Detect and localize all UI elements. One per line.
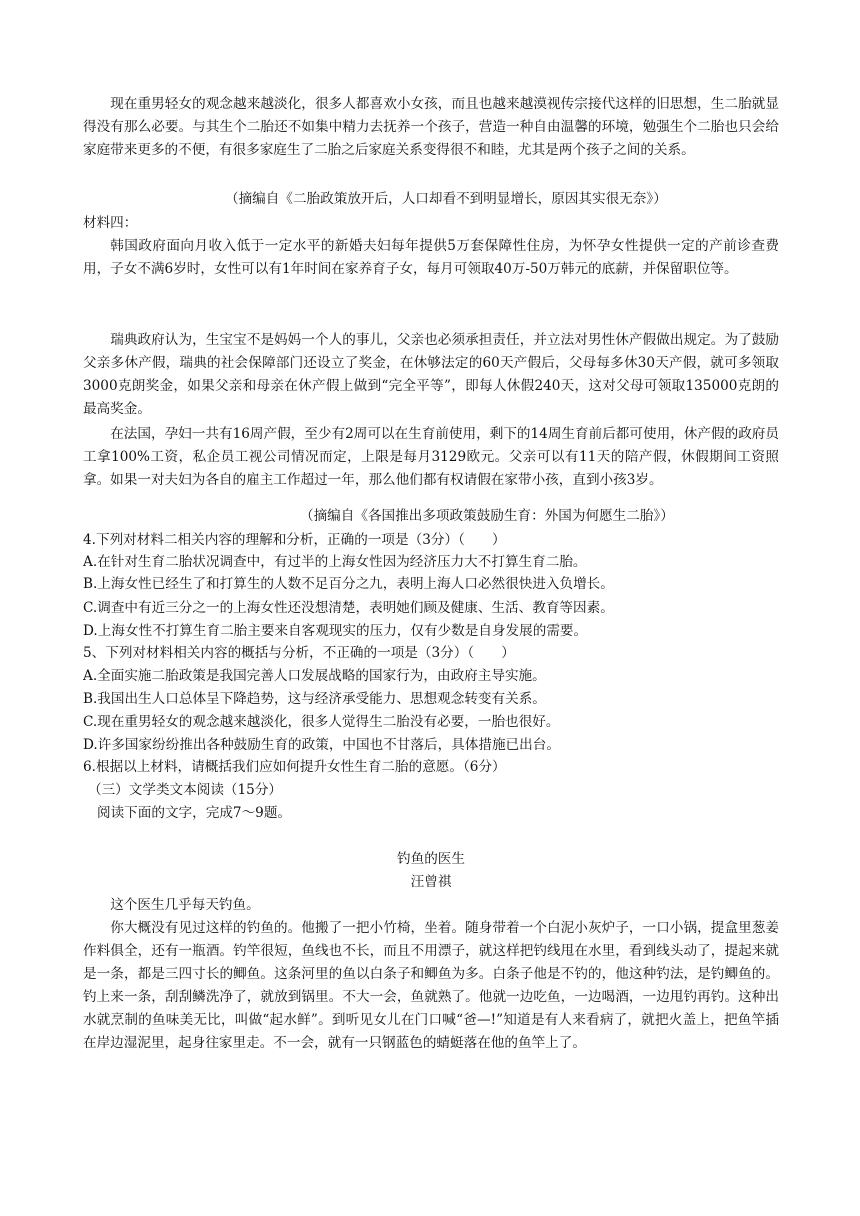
question-4-option-a: A.在针对生育二胎状况调查中，有过半的上海女性因为经济压力大不打算生育二胎。 (83, 554, 587, 570)
section-heading-literary: （三）文学类文本阅读（15分） (88, 782, 283, 798)
question-5-option-c: C.现在重男轻女的观念越来越淡化，很多人觉得生二胎没有必要，一胎也很好。 (83, 714, 560, 730)
question-4-option-d: D.上海女性不打算生育二胎主要来自客观现实的压力，仅有少数是自身发展的需要。 (83, 623, 588, 639)
source-citation-1: （摘编自《二胎政策放开后，人口却看不到明显增长，原因其实很无奈》） (225, 191, 667, 207)
question-5-option-d: D.许多国家纷纷推出各种鼓励生育的政策，中国也不甘落后，具体措施已出台。 (83, 737, 560, 753)
paragraph-korea: 韩国政府面向月收入低于一定水平的新婚夫妇每年提供5万套保障性住房，为怀孕女性提供一定的产前诊查费用，子女不满6岁时，女性可以有1年时间在家养育子女，每月可领取40万-50万韩元的底薪，并保留职位等。 (83, 238, 779, 277)
story-paragraph-2: 你大概没有见过这样的钓鱼的。他搬了一把小竹椅，坐着。随身带着一个白泥小灰炉子，一口小锅，提盒里葱姜作料俱全，还有一瓶酒。钓竿很短，鱼线也不长，而且不用漂子，就这样把钓线甩在水里，看到线头动了，提起来就是一条，都是三四寸长的鲫鱼。这条河里的鱼以白条子和鲫鱼为多。白条子他是不钓的，他这种钓法，是钓鲫鱼的。钓上来一条，刮刮鳞洗净了，就放到锅里。不大一会，鱼就熟了。他就一边吃鱼，一边喝酒，一边甩钓再钓。这种出水就烹制的鱼味美无比，叫做“起水鲜”。到听见女儿在门口喊“爸—!”知道是有人来看病了，就把火盖上，把鱼竿插在岸边湿泥里，起身往家里走。不一会，就有一只钢蓝色的蜻蜓落在他的鱼竿上了。 (83, 920, 779, 1051)
story-title: 钓鱼的医生 (397, 851, 465, 867)
question-5-option-b: B.我国出生人口总体呈下降趋势，这与经济承受能力、思想观念转变有关系。 (83, 691, 546, 707)
question-5-option-a: A.全面实施二胎政策是我国完善人口发展战略的国家行为，由政府主导实施。 (83, 668, 546, 684)
paragraph-france: 在法国，孕妇一共有16周产假，至少有2周可以在生育前使用，剩下的14周生育前后都可使用，休产假的政府员工拿100%工资，私企员工视公司情况而定，上限是每月3129欧元。父亲可以有11天的陪产假，休假期间工资照拿。如果一对夫妇为各自的雇主工作超过一年，那么他们都有权请假在家带小孩，直到小孩3岁。 (83, 426, 779, 488)
paragraph-material3-end: 现在重男轻女的观念越来越淡化，很多人都喜欢小女孩，而且也越来越漠视传宗接代这样的旧思想，生二胎就显得没有那么必要。与其生个二胎还不如集中精力去抚养一个孩子，营造一种自由温馨的环境，勉强生个二胎也只会给家庭带来更多的不便，有很多家庭生了二胎之后家庭关系变得很不和睦，尤其是两个孩子之间的关系。 (83, 96, 779, 158)
question-4-option-b: B.上海女性已经生了和打算生的人数不足百分之九，表明上海人口必然很快进入负增长。 (83, 576, 614, 592)
question-6: 6.根据以上材料，请概括我们应如何提升女性生育二胎的意愿。（6分） (83, 759, 506, 775)
question-5: 5、下列对材料相关内容的概括与分析，不正确的一项是（3分）（ ） (83, 645, 515, 661)
story-author: 汪曾祺 (410, 874, 452, 890)
story-paragraph-1: 这个医生几乎每天钓鱼。 (110, 897, 260, 913)
material4-heading: 材料四： (83, 215, 138, 231)
source-citation-2: （摘编自《各国推出多项政策鼓励生育：外国为何愿生二胎》） (300, 508, 674, 524)
section-instruction: 阅读下面的文字，完成7～9题。 (97, 805, 292, 821)
paragraph-sweden: 瑞典政府认为，生宝宝不是妈妈一个人的事儿，父亲也必须承担责任，并立法对男性休产假做出规定。为了鼓励父亲多休产假，瑞典的社会保障部门还设立了奖金，在休够法定的60天产假后，父母每多休30天产假，就可多领取3000克朗奖金，如果父亲和母亲在休产假上做到“完全平等”，即每人休假240天，这对父母可领取135000克朗的最高奖金。 (83, 332, 779, 417)
question-4-option-c: C.调查中有近三分之一的上海女性还没想清楚，表明她们顾及健康、生活、教育等因素。 (83, 600, 614, 616)
question-4: 4.下列对材料二相关内容的理解和分析，正确的一项是（3分）（ ） (83, 532, 506, 548)
